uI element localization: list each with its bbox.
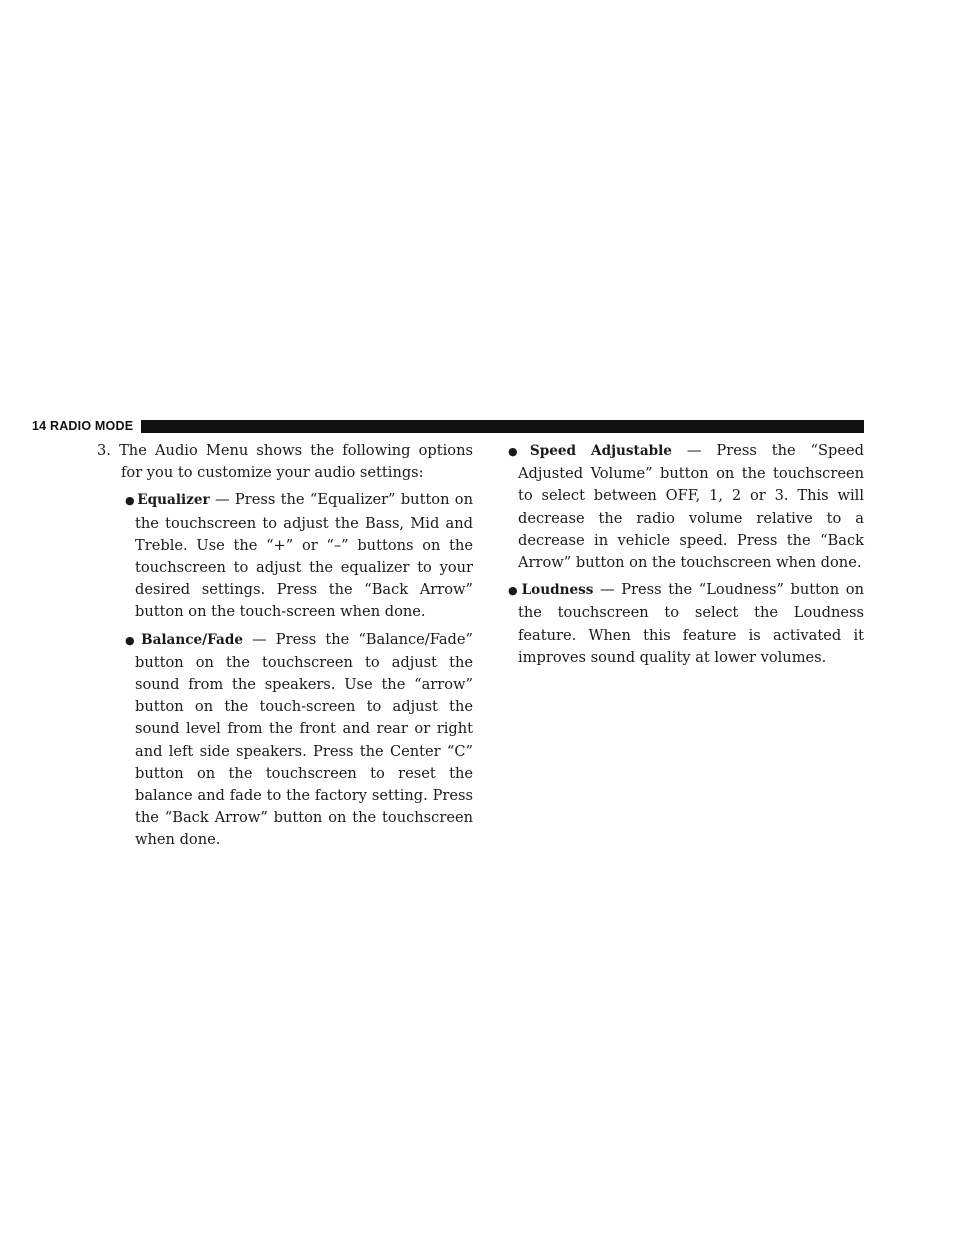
item-text-balance-fade: — Press the “Balance/Fade” button on the touchscreen to adjust the sound from the speakers. Use the “arrow” button on the touch-screen to adjust the sound level from the front and rear or right and left side speakers. Press the Center “C” button on the touchscreen to reset the balance and fade to the factory setting. Press the “Back Arrow” button on the touchscreen when done. — [135, 630, 473, 849]
item-text-loudness: — Press the “Loudness” button on the touchscreen to select the Loudness feature. When this feature is activated it improves sound quality at lower volumes. — [518, 581, 864, 666]
term-balance-fade: Balance/Fade — [141, 631, 243, 648]
item-text-equalizer: — Press the “Equalizer” button on the touchscreen to adjust the Bass, Mid and Treble. Use the “+” or “–” buttons on the touchscreen to adjust the equalizer to your desired settings. Press the “Back Arrow” button on the touch-screen when done. — [135, 491, 473, 621]
bullet-icon: ● — [508, 445, 528, 458]
term-loudness: Loudness — [521, 582, 594, 599]
bullet-icon: ● — [508, 584, 520, 598]
bullet-icon: ● — [125, 494, 136, 508]
left-column — [97, 440, 473, 852]
list-item-speed-adjustable — [498, 440, 864, 574]
right-column — [498, 440, 864, 669]
term-speed-adjustable: Speed Adjustable — [529, 443, 672, 459]
step-3-text: 3. The Audio Menu shows the following options for you to customize your audio settings: — [97, 442, 473, 482]
item-text-speed-adjustable: — Press the “Speed Adjusted Volume” button on the touchscreen to select between OFF, 1, 2 or 3. This will decrease the radio volume relative to a decrease in vehicle speed. Press the “Back Arrow” button on the touchscreen when done. — [518, 442, 864, 572]
list-item-balance-fade — [115, 629, 473, 852]
page-header — [32, 418, 864, 434]
term-equalizer: Equalizer — [137, 492, 210, 509]
page-number-section-title: 14 RADIO MODE — [32, 419, 134, 433]
bullet-icon: ● — [125, 633, 140, 647]
header-rule — [141, 420, 864, 433]
list-item-equalizer — [115, 489, 473, 623]
list-item-loudness — [498, 579, 864, 669]
